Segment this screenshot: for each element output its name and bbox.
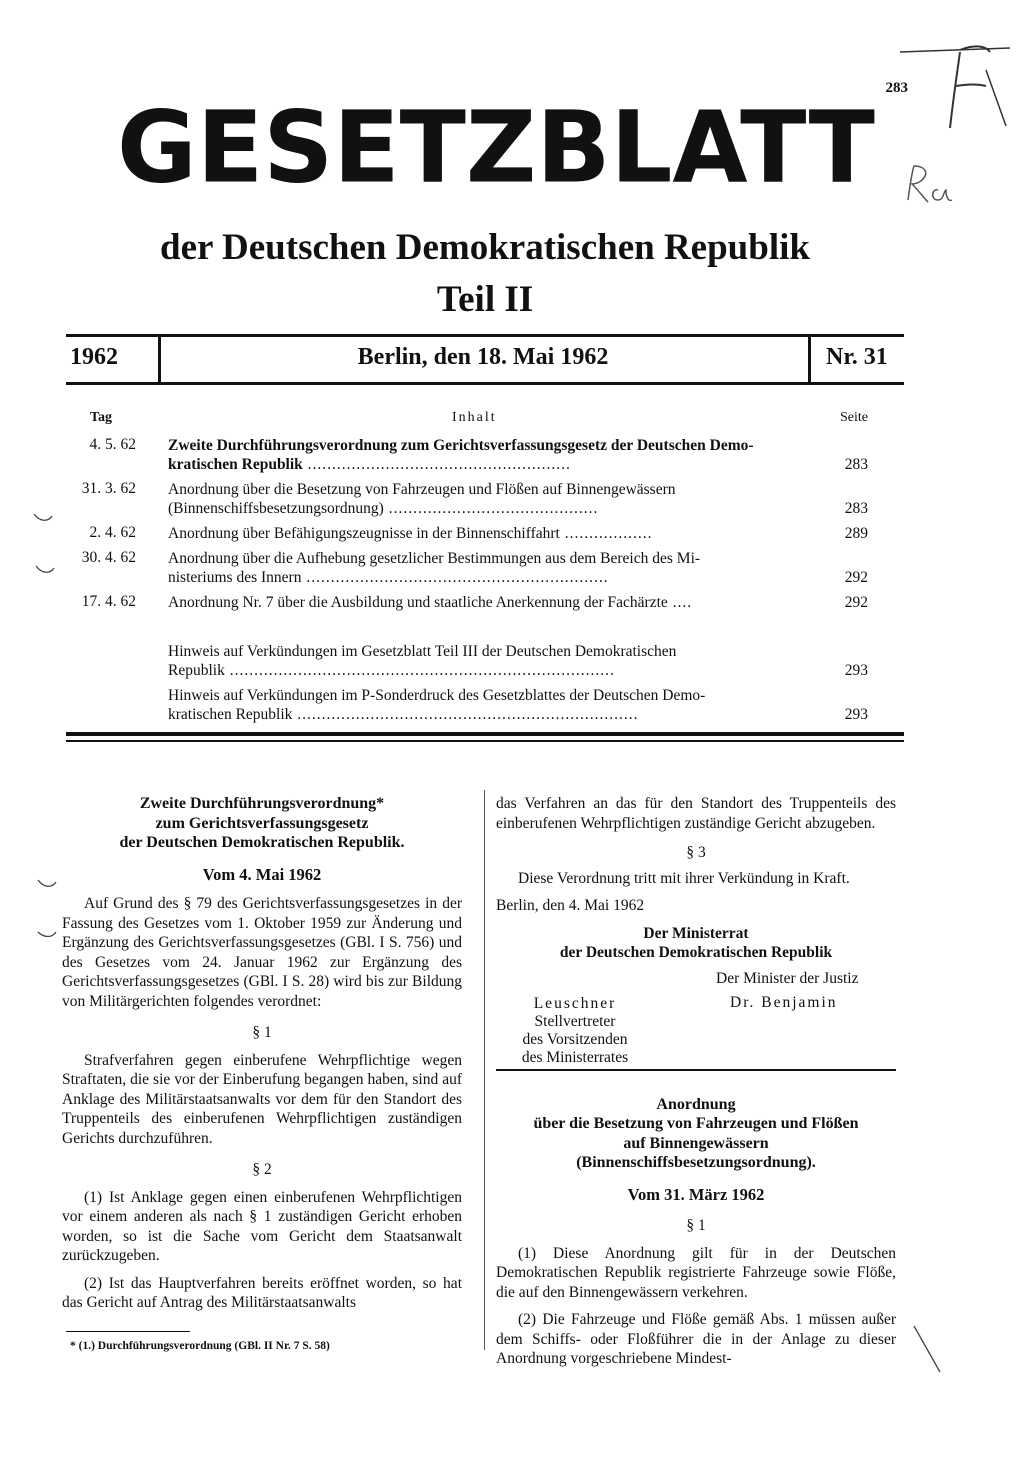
section-heading: § 3 bbox=[686, 844, 706, 861]
toc-col-content: Inhalt bbox=[452, 410, 497, 425]
toc-entry bbox=[70, 593, 880, 612]
toc-entry-title: Anordnung über die Besetzung von Fahrzeugen und Flößen auf Binnengewässern (Binnenschiffsbesetzungsordnung) ........................................... bbox=[168, 481, 676, 517]
article-divider bbox=[496, 1069, 896, 1071]
toc-note-page: 293 bbox=[844, 706, 868, 723]
section-text: (2) Ist das Hauptverfahren bereits eröffnet worden, so hat das Gericht auf Antrag des Militärstaatsanwalts bbox=[62, 1274, 462, 1311]
issue-bar-bottom-rule bbox=[66, 382, 904, 385]
left-column bbox=[62, 794, 462, 1313]
section-text: (2) Die Fahrzeuge und Flöße gemäß Abs. 1 müssen außer dem Schiffs- oder Floßführer die in der Anlage zu dieser Anordnung vorgeschriebene Mindest- bbox=[496, 1311, 896, 1367]
toc-note-title: Hinweis auf Verkündungen im Gesetzblatt Teil III der Deutschen Demokratischen Republik ............................................................................... bbox=[168, 643, 677, 679]
decree-preamble: Auf Grund des § 79 des Gerichtsverfassungsgesetzes in der Fassung des Gesetzes vom 1. Oktober 1959 zur Änderung und Ergänzung des Gerichtsverfassungsgesetzes (GBl. I S. 756) und des Gesetzes vom 24. Januar 1962 zur Ergänzung des Gerichtsverfassungsgesetzes (GBl. I S. 28) wird bis zur Bildung von Militärgerichten folgendes verordnet: bbox=[62, 895, 462, 1010]
decree-date: Vom 4. Mai 1962 bbox=[202, 864, 322, 884]
section-text: (1) Diese Anordnung gilt für in der Deutschen Demokratischen Republik registrierte Fahrzeuge sowie Flöße, die auf den Binnengewässern verkehren. bbox=[496, 1244, 896, 1301]
toc-entry bbox=[70, 524, 880, 543]
toc-entry-date: 17. 4. 62 bbox=[81, 593, 136, 610]
signer-vice-chair: Leuschner Stellvertreter des Vorsitzenden des Ministerrates bbox=[521, 994, 629, 1066]
section-heading: § 1 bbox=[686, 1217, 706, 1234]
masthead-subtitle: der Deutschen Demokratischen Republik bbox=[160, 227, 810, 268]
handwritten-corner-mark bbox=[890, 40, 1020, 130]
section-divider bbox=[66, 740, 904, 742]
toc-entry-page: 292 bbox=[844, 594, 868, 611]
toc-entry-date: 2. 4. 62 bbox=[89, 524, 136, 541]
toc-note-page: 293 bbox=[844, 662, 868, 679]
issue-year: 1962 bbox=[70, 344, 118, 370]
toc-entry-title: Zweite Durchführungsverordnung zum Gerichtsverfassungsgesetz der Deutschen Demo- kratischen Republik ...................................................... bbox=[168, 437, 754, 473]
section-heading: § 2 bbox=[252, 1161, 272, 1178]
column-divider bbox=[484, 790, 485, 1350]
signer-justice-minister: Dr. Benjamin bbox=[730, 993, 838, 1011]
toc-note bbox=[70, 686, 880, 724]
toc-entry-title: Anordnung über die Aufhebung gesetzlicher Bestimmungen aus dem Bereich des Mi- nisteriums des Innern .............................................................. bbox=[168, 550, 701, 586]
toc-entry-page: 292 bbox=[844, 569, 868, 586]
issue-bar-divider bbox=[808, 334, 811, 384]
margin-slash-mark bbox=[910, 1320, 946, 1380]
toc-entry-page: 289 bbox=[844, 525, 868, 542]
toc-note-title: Hinweis auf Verkündungen im P-Sonderdruck des Gesetzblattes der Deutschen Demo- kratischen Republik ...................................................................... bbox=[168, 687, 706, 723]
toc-header bbox=[70, 410, 880, 436]
council-name: Der Ministerrat der Deutschen Demokratischen Republik bbox=[559, 924, 833, 961]
issue-number: Nr. 31 bbox=[826, 344, 888, 370]
table-of-contents bbox=[70, 410, 880, 730]
toc-entry-date: 31. 3. 62 bbox=[81, 480, 136, 497]
masthead-part: Teil II bbox=[436, 279, 534, 320]
order-date: Vom 31. März 1962 bbox=[627, 1184, 765, 1204]
toc-entry-page: 283 bbox=[844, 500, 868, 517]
decree-place-date: Berlin, den 4. Mai 1962 bbox=[496, 897, 645, 914]
section-heading: § 1 bbox=[252, 1024, 272, 1041]
toc-note bbox=[70, 642, 880, 680]
toc-entry bbox=[70, 480, 880, 518]
minister-title: Der Minister der Justiz bbox=[716, 969, 859, 987]
section-divider bbox=[66, 732, 904, 736]
order-title: Anordnung über die Besetzung von Fahrzeugen und Flößen auf Binnengewässern (Binnenschiffsbesetzungsordnung). bbox=[533, 1095, 859, 1171]
footnote: * (1.) Durchführungsverordnung (GBl. II Nr. 7 S. 58) bbox=[70, 1340, 330, 1352]
section-text: Strafverfahren gegen einberufene Wehrpflichtige wegen Straftaten, die sie vor der Einberufung begangen haben, sind auf Anklage des Militärstaatsanwalts vor dem für den Standort des Truppenteils des einberufenen Wehrpflichtigen zuständigen Gerichts durchzuführen. bbox=[62, 1051, 462, 1147]
footnote-rule bbox=[66, 1331, 190, 1332]
section-text: Diese Verordnung tritt mit ihrer Verkündung in Kraft. bbox=[518, 869, 850, 887]
margin-tick-marks bbox=[30, 500, 70, 940]
page-number: 283 bbox=[885, 80, 908, 96]
toc-entry-page: 283 bbox=[844, 456, 868, 473]
toc-col-day: Tag bbox=[90, 410, 113, 425]
section-text: (1) Ist Anklage gegen einen einberufenen Wehrpflichtigen vor einem anderen als nach § 1 zuständigen Gericht erhoben worden, so ist die Sache vom Gericht dem Staatsanwalt zurückzugeben. bbox=[62, 1188, 462, 1264]
issue-place-date: Berlin, den 18. Mai 1962 bbox=[357, 344, 609, 370]
toc-entry bbox=[70, 436, 880, 474]
toc-entry bbox=[70, 549, 880, 587]
decree-title: Zweite Durchführungsverordnung* zum Gerichtsverfassungsgesetz der Deutschen Demokratischen Republik. bbox=[119, 795, 405, 851]
decree-continuation: das Verfahren an das für den Standort des Truppenteils des einberufenen Wehrpflichtigen zuständige Gericht abzugeben. bbox=[496, 795, 896, 832]
toc-entry-title: Anordnung Nr. 7 über die Ausbildung und staatliche Anerkennung der Fachärzte .... bbox=[168, 594, 693, 611]
signature-block bbox=[496, 969, 896, 1066]
toc-entry-date: 4. 5. 62 bbox=[89, 436, 136, 453]
issue-bar bbox=[66, 334, 904, 384]
toc-entry-title: Anordnung über Befähigungszeugnisse in der Binnenschiffahrt .................. bbox=[168, 525, 653, 542]
masthead-title: GESETZBLATT bbox=[117, 90, 875, 206]
toc-entry-date: 30. 4. 62 bbox=[81, 549, 136, 566]
toc-col-page: Seite bbox=[840, 410, 868, 425]
handwritten-margin-note bbox=[900, 160, 960, 210]
right-column bbox=[496, 794, 896, 1369]
